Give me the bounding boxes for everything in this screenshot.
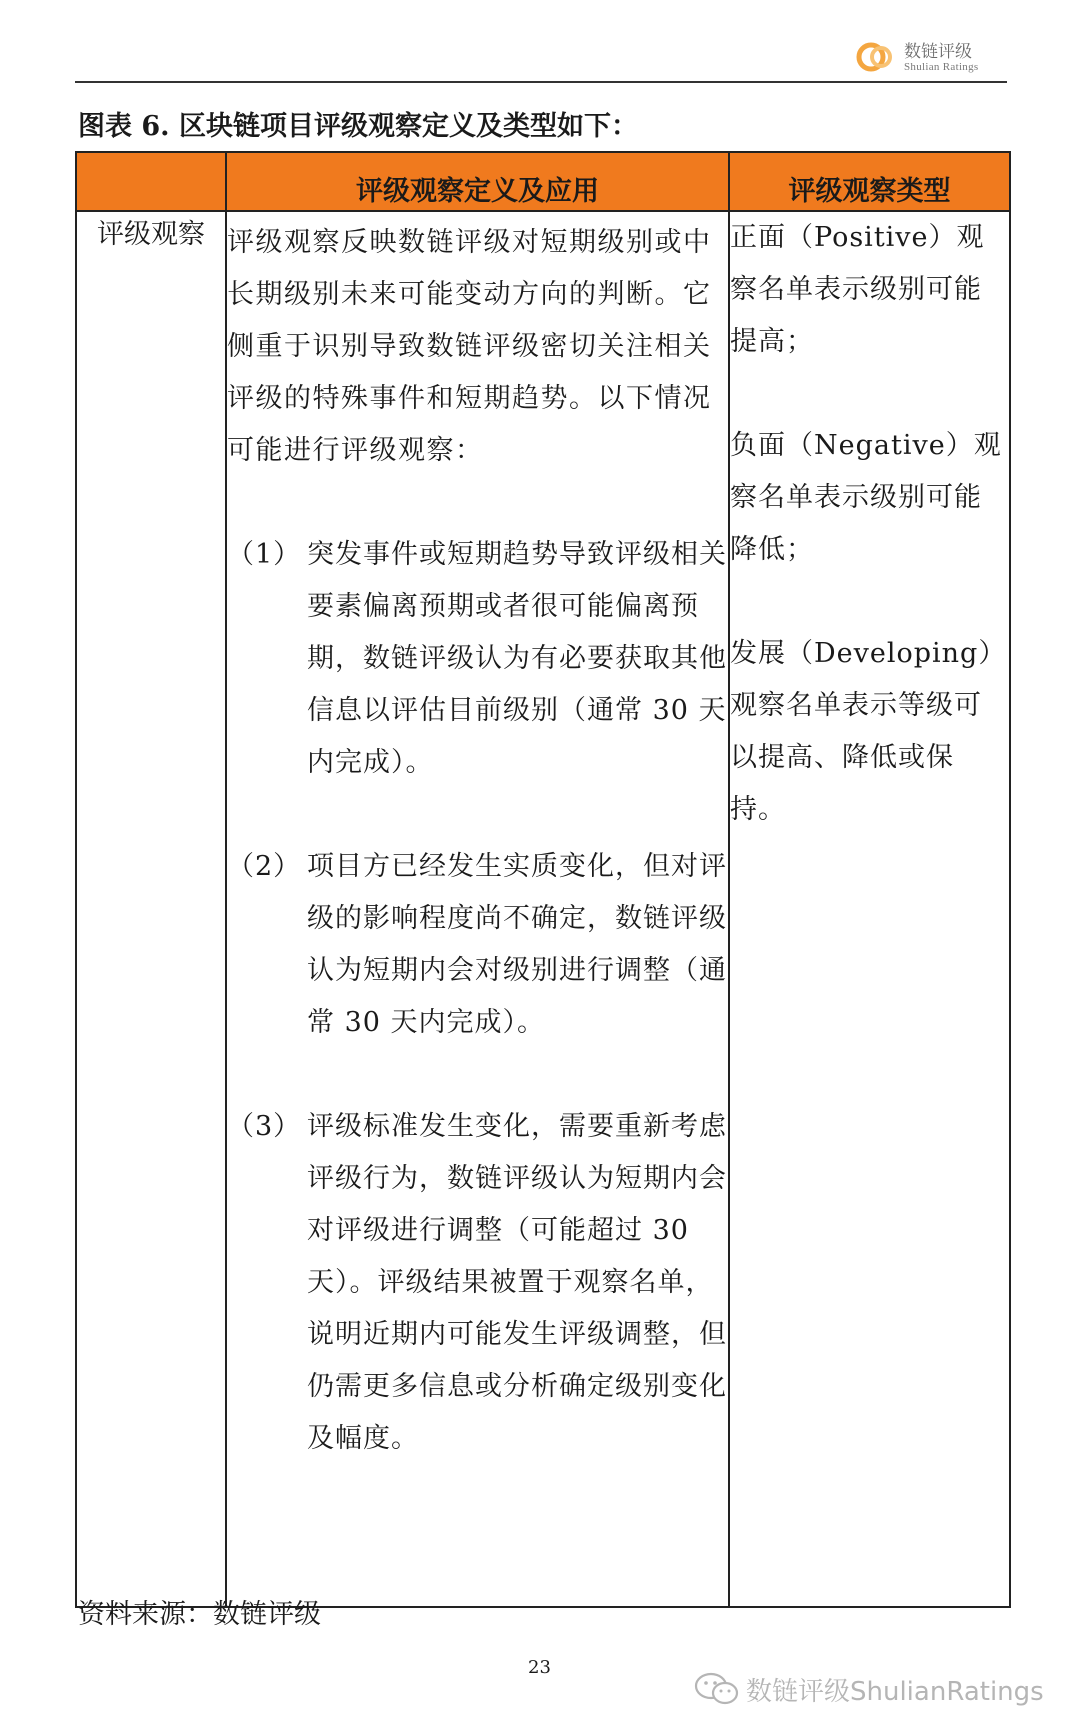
page-number: 23 (528, 1657, 551, 1678)
definition-item (227, 841, 728, 1049)
logo-english-name: Shulian Ratings (904, 61, 979, 73)
shulian-logo-icon (855, 37, 895, 77)
header-cell-types: 评级观察类型 (729, 152, 1010, 211)
table-header-row (76, 152, 1010, 211)
item-text: 突发事件或短期趋势导致评级相关要素偏离预期或者很可能偏离预期，数链评级认为有必要获取其他信息以评估目前级别（通常 30 天内完成）。 (307, 539, 727, 778)
type-negative: 负面（Negative）观察名单表示级别可能降低； (730, 430, 1002, 565)
table-row (76, 211, 1010, 1607)
item-number: （1） (227, 539, 302, 570)
type-developing: 发展（Developing）观察名单表示等级可以提高、降低或保持。 (730, 638, 1007, 825)
wechat-icon (694, 1672, 740, 1706)
source-note: 资料来源：数链评级 (78, 1599, 321, 1630)
types-cell (729, 211, 1010, 1607)
item-text: 评级标准发生变化，需要重新考虑评级行为，数链评级认为短期内会对评级进行调整（可能超过 30 天）。评级结果被置于观察名单，说明近期内可能发生评级调整，但仍需更多信息或分析确定级别变化及幅度。 (307, 1111, 727, 1454)
watermark-text: 数链评级ShulianRatings (746, 1677, 1044, 1707)
definition-item (227, 1101, 728, 1465)
header-cell-definition: 评级观察定义及应用 (226, 152, 729, 211)
row-label: 评级观察 (76, 211, 226, 1607)
header-divider (75, 81, 1007, 83)
item-number: （2） (227, 851, 302, 882)
header-cell-empty (76, 152, 226, 211)
definition-item (227, 529, 728, 789)
definition-intro: 评级观察反映数链评级对短期级别或中长期级别未来可能变动方向的判断。它侧重于识别导致数链评级密切关注相关评级的特殊事件和短期趋势。以下情况可能进行评级观察： (227, 227, 712, 466)
brand-logo (855, 34, 1005, 78)
item-text: 项目方已经发生实质变化，但对评级的影响程度尚不确定，数链评级认为短期内会对级别进行调整（通常 30 天内完成）。 (307, 851, 727, 1038)
definition-cell (226, 211, 729, 1607)
logo-chinese-name: 数链评级 (904, 42, 972, 62)
item-number: （3） (227, 1111, 302, 1142)
figure-caption: 图表 6. 区块链项目评级观察定义及类型如下： (78, 111, 638, 142)
rating-watch-table (75, 151, 1011, 1608)
type-positive: 正面（Positive）观察名单表示级别可能提高； (730, 222, 985, 357)
